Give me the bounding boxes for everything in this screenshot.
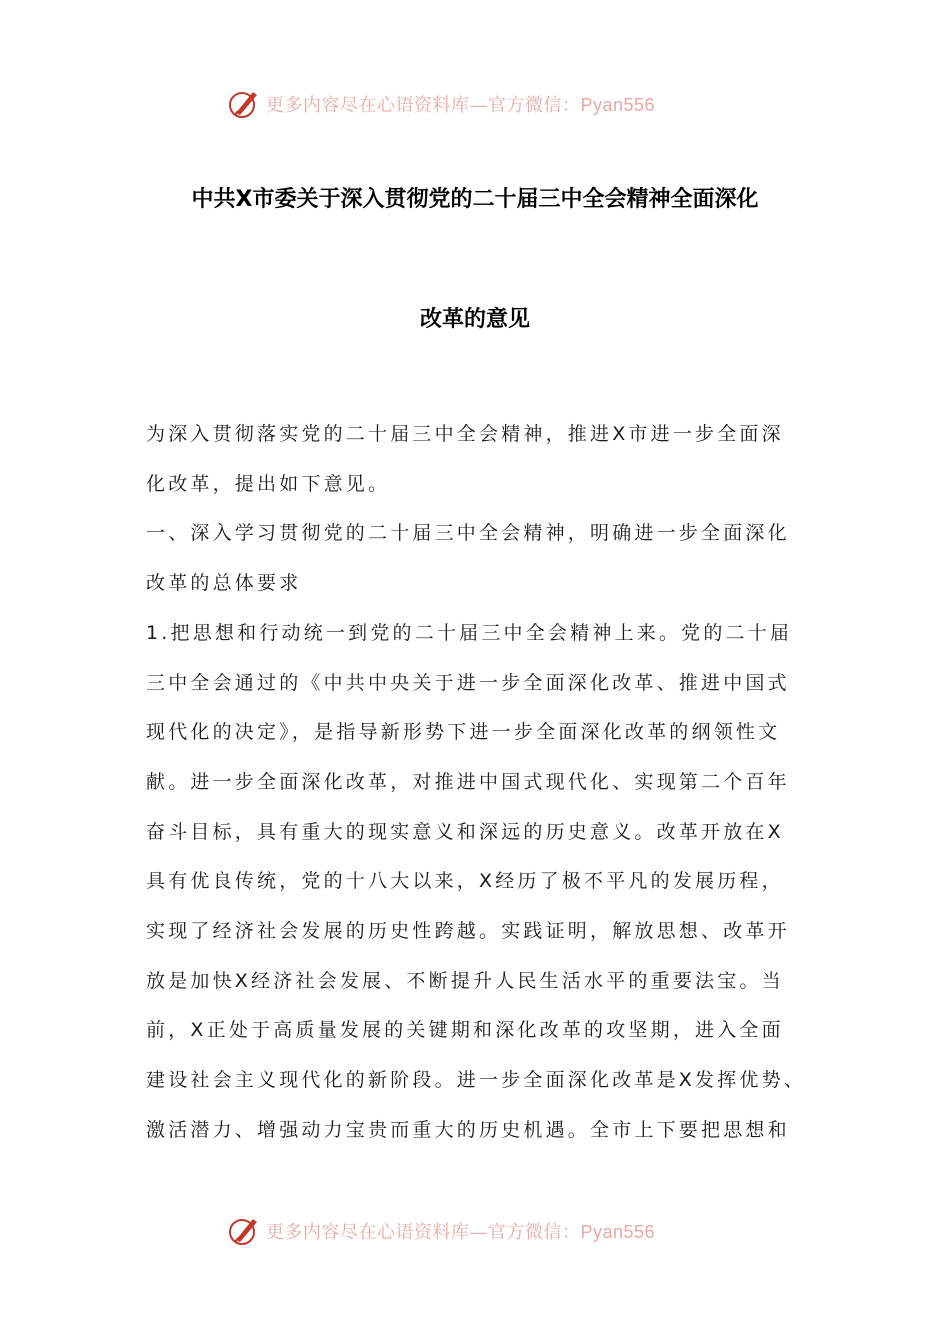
watermark-id: Pyan556 [580, 95, 656, 115]
doc-title-line-2: 改革的意见 [419, 307, 530, 332]
body-line: 放是加快X经济社会发展、不断提升人民生活水平的重要法宝。当 [146, 969, 784, 992]
body-line: 实现了经济社会发展的历史性跨越。实践证明，解放思想、改革开 [146, 920, 790, 942]
watermark-text: 更多内容尽在心语资料库—官方微信：Pyan556 [266, 1222, 656, 1243]
body-line: 1.把思想和行动统一到党的二十届三中全会精神上来。党的二十届 [146, 621, 793, 644]
body-line: 具有优良传统，党的十八大以来，X经历了极不平凡的发展历程， [146, 870, 784, 893]
body-line: 奋斗目标，具有重大的现实意义和深远的历史意义。改革开放在X [146, 820, 784, 843]
doc-title-line-1: 中共X市委关于深入贯彻党的二十届三中全会精神全面深化 [191, 187, 759, 212]
body-line: 三中全会通过的《中共中央关于进一步全面深化改革、推进中国式 [146, 671, 790, 694]
watermark-header [226, 84, 655, 124]
body-line: 献。进一步全面深化改革，对推进中国式现代化、实现第二个百年 [146, 770, 790, 793]
body-line: 为深入贯彻落实党的二十届三中全会精神，推进X市进一步全面深 [146, 423, 784, 445]
quill-pen-icon [226, 86, 262, 122]
watermark-text: 更多内容尽在心语资料库—官方微信：Pyan556 [266, 95, 656, 116]
body-line: 一、深入学习贯彻党的二十届三中全会精神，明确进一步全面深化 [146, 522, 790, 545]
watermark-footer [226, 1211, 655, 1251]
body-line: 现代化的决定》，是指导新形势下进一步全面深化改革的纲领性文 [146, 721, 781, 744]
body-line: 改革的总体要求 [146, 572, 302, 595]
watermark-id: Pyan556 [580, 1222, 656, 1242]
body-line: 建设社会主义现代化的新阶段。进一步全面深化改革是X发挥优势、 [146, 1069, 807, 1092]
body-line: 激活潜力、增强动力宝贵而重大的历史机遇。全市上下要把思想和 [146, 1118, 790, 1141]
body-line: 化改革，提出如下意见。 [146, 472, 391, 495]
body-line: 前，X正处于高质量发展的关键期和深化改革的攻坚期，进入全面 [146, 1019, 784, 1042]
quill-pen-icon [226, 1213, 262, 1249]
